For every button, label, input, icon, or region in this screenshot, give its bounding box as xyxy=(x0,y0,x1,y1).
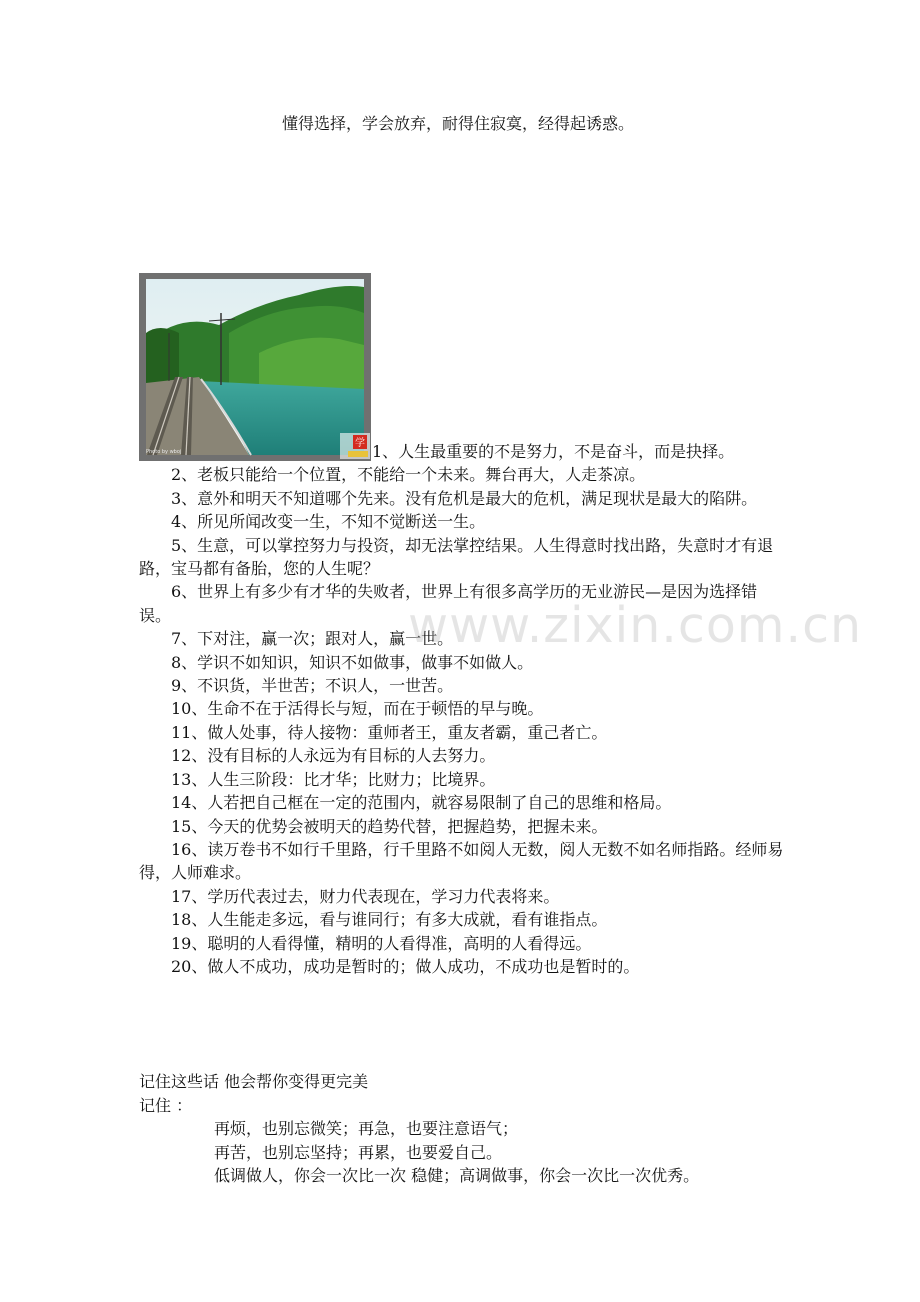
list-item: 14、人若把自己框在一定的范围内，就容易限制了自己的思维和格局。 xyxy=(171,793,672,813)
list-item: 11、做人处事，待人接物：重师者王，重友者霸，重己者亡。 xyxy=(171,722,608,742)
list-item: 7、下对注，赢一次；跟对人，赢一世。 xyxy=(171,629,454,649)
list-item: 13、人生三阶段：比才华；比财力；比境界。 xyxy=(171,769,496,789)
list-item: 1、人生最重要的不是努力，不是奋斗，而是抉择。 xyxy=(372,442,735,461)
list-item: 6、世界上有多少有才华的失败者，世界上有很多高学历的无业游民—是因为选择错误。 xyxy=(139,582,758,625)
list-item: 16、读万卷书不如行千里路，行千里路不如阅人无数，阅人无数不如名师指路。经师易得，人师难求。 xyxy=(139,839,784,883)
closing-line: 再烦，也别忘微笑；再急，也要注意语气； xyxy=(214,1119,519,1139)
list-item: 17、学历代表过去，财力代表现在，学习力代表将来。 xyxy=(171,886,560,906)
list-item: 10、生命不在于活得长与短，而在于顿悟的早与晚。 xyxy=(171,699,544,719)
closing-line: 再苦，也别忘坚持；再累，也要爱自己。 xyxy=(214,1142,503,1162)
closing-line: 低调做人，你会一次比一次 稳健；高调做事，你会一次比一次优秀。 xyxy=(214,1166,700,1186)
list-item: 2、老板只能给一个位置，不能给一个未来。舞台再大，人走茶凉。 xyxy=(171,465,646,485)
page-title: 懂得选择，学会放弃，耐得住寂寞，经得起诱惑。 xyxy=(281,114,634,133)
list-item: 18、人生能走多远，看与谁同行；有多大成就，看有谁指点。 xyxy=(171,910,608,930)
list-item: 20、做人不成功，成功是暂时的；做人成功，不成功也是暂时的。 xyxy=(171,956,640,976)
list-item: 19、聪明的人看得懂，精明的人看得准，高明的人看得远。 xyxy=(171,933,592,953)
railway-lake-photo xyxy=(139,273,371,461)
quotes-list xyxy=(139,440,789,978)
list-item: 12、没有目标的人永远为有目标的人去努力。 xyxy=(171,746,496,766)
photo-credit: Photo by wboj xyxy=(146,449,182,455)
site-logo-text: 学 xyxy=(355,438,365,449)
closing-section xyxy=(139,1070,819,1188)
remember-label: 记住 ： xyxy=(139,1095,193,1115)
closing-heading: 记住这些话 他会帮你变得更完美 xyxy=(139,1072,369,1091)
watermark: www.zixin.com.cn xyxy=(408,597,863,654)
list-item: 5、生意，可以掌控努力与投资，却无法掌控结果。人生得意时找出路，失意时才有退路，宝马都有备胎，您的人生呢？ xyxy=(139,535,774,579)
list-item: 4、所见所闻改变一生，不知不觉断送一生。 xyxy=(171,512,486,532)
list-item: 8、学识不如知识，知识不如做事，做事不如做人。 xyxy=(171,652,534,672)
list-item: 15、今天的优势会被明天的趋势代替，把握趋势，把握未来。 xyxy=(171,816,608,836)
photo-illustration xyxy=(139,273,371,461)
list-item: 3、意外和明天不知道哪个先来。没有危机是最大的危机，满足现状是最大的陷阱。 xyxy=(171,488,758,508)
list-item: 9、不识货，半世苦；不识人，一世苦。 xyxy=(171,676,454,696)
